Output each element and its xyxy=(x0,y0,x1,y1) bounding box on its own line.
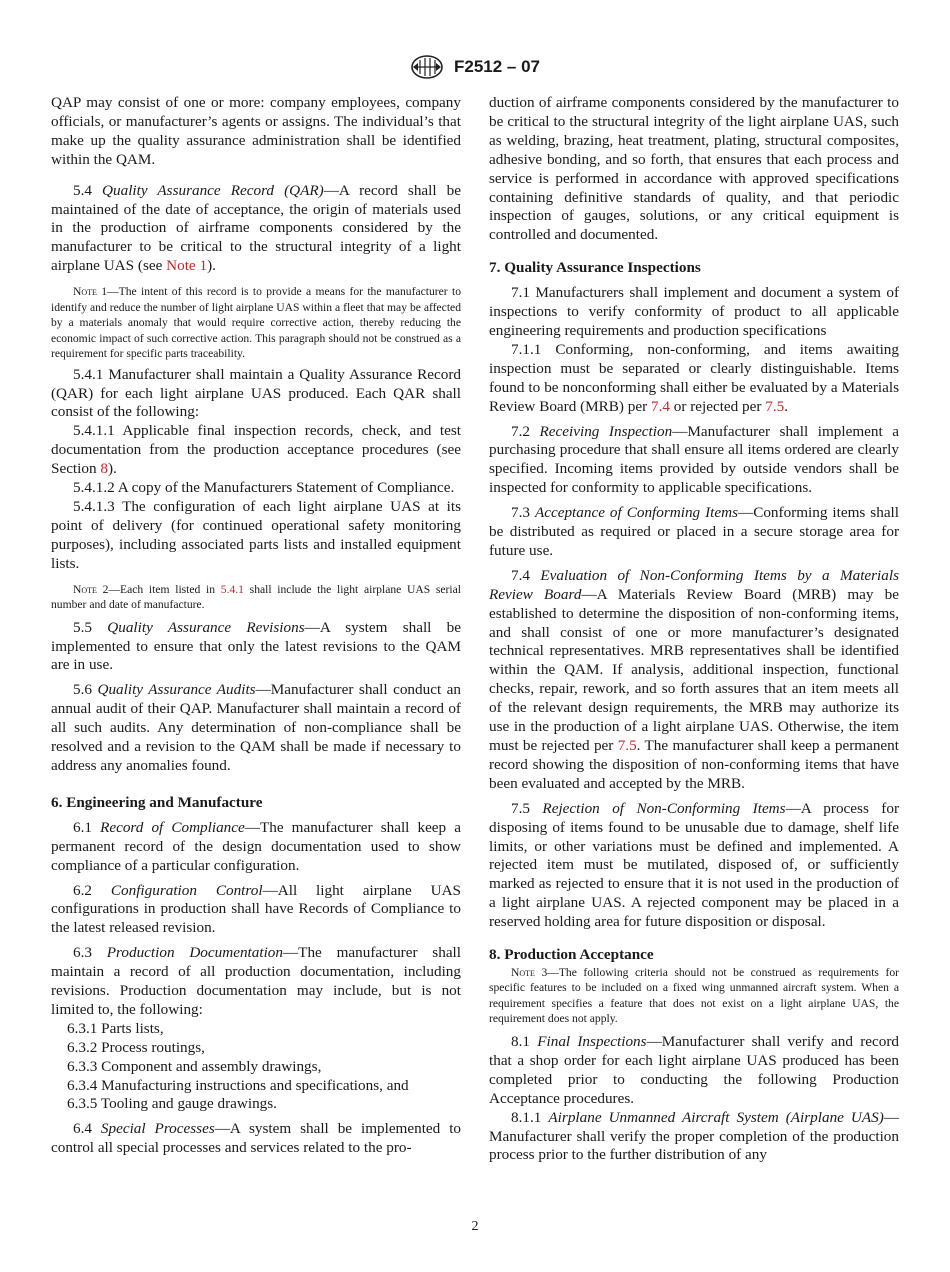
page-number: 2 xyxy=(471,1219,479,1234)
note-2: Note 2—Each item listed in 5.4.1 shall include the light airplane UAS serial number and date of manufacture. xyxy=(51,582,461,612)
list-item: 6.3.4 Manufacturing instructions and specifications, and xyxy=(67,1076,409,1094)
list-item: 6.3.3 Component and assembly drawings, xyxy=(67,1057,322,1075)
section-6-1: 6.1 Record of Compliance—The manufacturer shall keep a permanent record of the design documentation used to show compliance of a particular configuration. xyxy=(51,818,461,874)
paragraph-continuation: QAP may consist of one or more: company employees, company officials, or manufacturer’s agents or assigns. The individual’s that make up the quality assurance administration shall be identified within the QAM. xyxy=(51,94,461,168)
heading-section-6: 6. Engineering and Manufacture xyxy=(51,793,263,811)
section-5-4-1-2: 5.4.1.2 A copy of the Manufacturers Statement of Compliance. xyxy=(73,479,455,497)
section-7-3: 7.3 Acceptance of Conforming Items—Conforming items shall be distributed as required or placed in a secure storage area for future use. xyxy=(489,504,899,559)
section-7-5-link[interactable]: 7.5 xyxy=(765,397,785,415)
list-item: 6.3.2 Process routings, xyxy=(67,1038,205,1056)
section-7-4: 7.4 Evaluation of Non-Conforming Items by a Materials Review Board—A Materials Review Board (MRB) may be established to determine the disposition of non-conforming items, and shall consist of one or more manufacturer’s designated technical representatives. MRB representatives shall be identified within the QAM. If analysis, additional inspection, functional checks, repair, rework, and so forth assures that an item meets all of the relevant design requirements, the MRB may authorize its use in the production of a light airplane UAS. Otherwise, the item must be rejected per 7.5. The manufacturer shall keep a permanent record showing the disposition of non-conforming items that have been evaluated and accepted by the MRB. xyxy=(489,566,900,792)
standard-designation: F2512 – 07 xyxy=(453,57,540,76)
note-3: Note 3—The following criteria should not be construed as requirements for specific features to be included on a fixed wing unmanned aircraft system. When a requirement specifies a feature that does not exist on a light airplane UAS, the requirement does not apply. xyxy=(489,965,899,1026)
section-5-6: 5.6 Quality Assurance Audits—Manufacturer shall conduct an annual audit of their QAP. Manufacturer shall maintain a record of all such audits. Any determination of non-compliance shall be resolved and a revision to the QAM shall be made if necessary to address any anomalies found. xyxy=(51,681,461,774)
section-5-4-1-link[interactable]: 5.4.1 xyxy=(220,582,244,596)
page-header xyxy=(0,54,950,80)
note-1-link[interactable]: Note 1 xyxy=(166,257,208,275)
right-column xyxy=(489,94,899,1165)
section-5-5: 5.5 Quality Assurance Revisions—A system shall be implemented to ensure that only the latest revisions to the QAM are in use. xyxy=(51,618,462,674)
heading-section-8: 8. Production Acceptance xyxy=(489,946,654,964)
left-column xyxy=(51,94,461,1158)
section-7-4-link[interactable]: 7.4 xyxy=(650,397,670,415)
section-8-1: 8.1 Final Inspections—Manufacturer shall verify and record that a shop order for each light airplane UAS produced has been completed prior to conducting the following Production Acceptance procedures. xyxy=(489,1032,900,1107)
list-item: 6.3.1 Parts lists, xyxy=(67,1019,164,1037)
section-7-5-link[interactable]: 7.5 xyxy=(617,737,637,754)
section-6-4: 6.4 Special Processes—A system shall be implemented to control all special processes and services related to the pro- xyxy=(51,1120,462,1157)
section-6-3: 6.3 Production Documentation—The manufacturer shall maintain a record of all production documentation, including revisions. Production documentation may include, but is not limited to, the following: xyxy=(51,944,461,1018)
section-7-2: 7.2 Receiving Inspection—Manufacturer shall implement a purchasing procedure that shall ensure all items ordered are clearly specified. Incoming items provided by outside vendors shall be inspected for conformity to applicable specifications. xyxy=(489,422,899,497)
note-1: Note 1—The intent of this record is to provide a means for the manufacturer to identify and reduce the number of light airplane UAS within a fleet that may be affected by a materials anomaly that would require corrective action, thereby reducing the economic impact of such corrective action. This paragraph should not be construed as a requirement for specific parts traceability. xyxy=(51,285,461,361)
section-8-link[interactable]: 8 xyxy=(100,460,108,478)
astm-logo-icon xyxy=(410,54,444,80)
list-item: 6.3.5 Tooling and gauge drawings. xyxy=(67,1095,277,1113)
section-7-1: 7.1 Manufacturers shall implement and document a system of inspections to verify conformity of product to all applicable engineering requirements and production specifications xyxy=(489,284,899,339)
section-8-1-1: 8.1.1 Airplane Unmanned Aircraft System (Airplane UAS)—Manufacturer shall verify the proper completion of the production process prior to the further distribution of any xyxy=(489,1108,900,1164)
section-7-5: 7.5 Rejection of Non-Conforming Items—A process for disposing of items found to be unusable due to damage, shelf life limits, or other variations must be defined and implemented. A rejected item must be mutilated, disposed of, or sufficiently marked as rejected to ensure that it is not used in the production of a light airplane UAS. A rejected component may be placed in a reserved holding area for future disposition or disposal. xyxy=(489,799,899,931)
section-5-4-1-1: 5.4.1.1 Applicable final inspection records, check, and test documentation from the production acceptance procedures (see Section 8). xyxy=(51,422,461,478)
section-5-4-1: 5.4.1 Manufacturer shall maintain a Quality Assurance Record (QAR) for each light airplane UAS produced. Each QAR shall consist of the following: xyxy=(51,365,461,421)
section-5-4: 5.4 Quality Assurance Record (QAR)—A record shall be maintained of the date of acceptance, the origin of materials used in the production of airframe components considered by the manufacturer to be critical to the structural integrity of a light airplane UAS (see Note 1). xyxy=(51,181,461,275)
paragraph-continuation: duction of airframe components considered by the manufacturer to be critical to the structural integrity of the light airplane UAS, such as welding, brazing, heat treatment, plating, structural composites, adhesive bonding, and so forth, that ensures that each process and service is performed in accordance with approved specifications containing definitive standards of quality, and that periodic inspection of gauges, solutions, or any critical equipment is controlled and documented. xyxy=(489,94,899,244)
heading-section-7: 7. Quality Assurance Inspections xyxy=(489,259,701,277)
section-6-2: 6.2 Configuration Control—All light airplane UAS configurations in production shall have Records of Compliance to the latest released revision. xyxy=(51,881,461,937)
section-7-1-1: 7.1.1 Conforming, non-conforming, and items awaiting inspection must be separated or clearly distinguishable. Items found to be nonconforming shall either be evaluated by a Materials Review Board (MRB) per 7.4 or rejected per 7.5. xyxy=(489,340,899,415)
section-5-4-1-3: 5.4.1.3 The configuration of each light airplane UAS at its point of delivery (for continued operational safety monitoring purposes), including associated parts lists and installed equipment lists. xyxy=(51,498,461,572)
